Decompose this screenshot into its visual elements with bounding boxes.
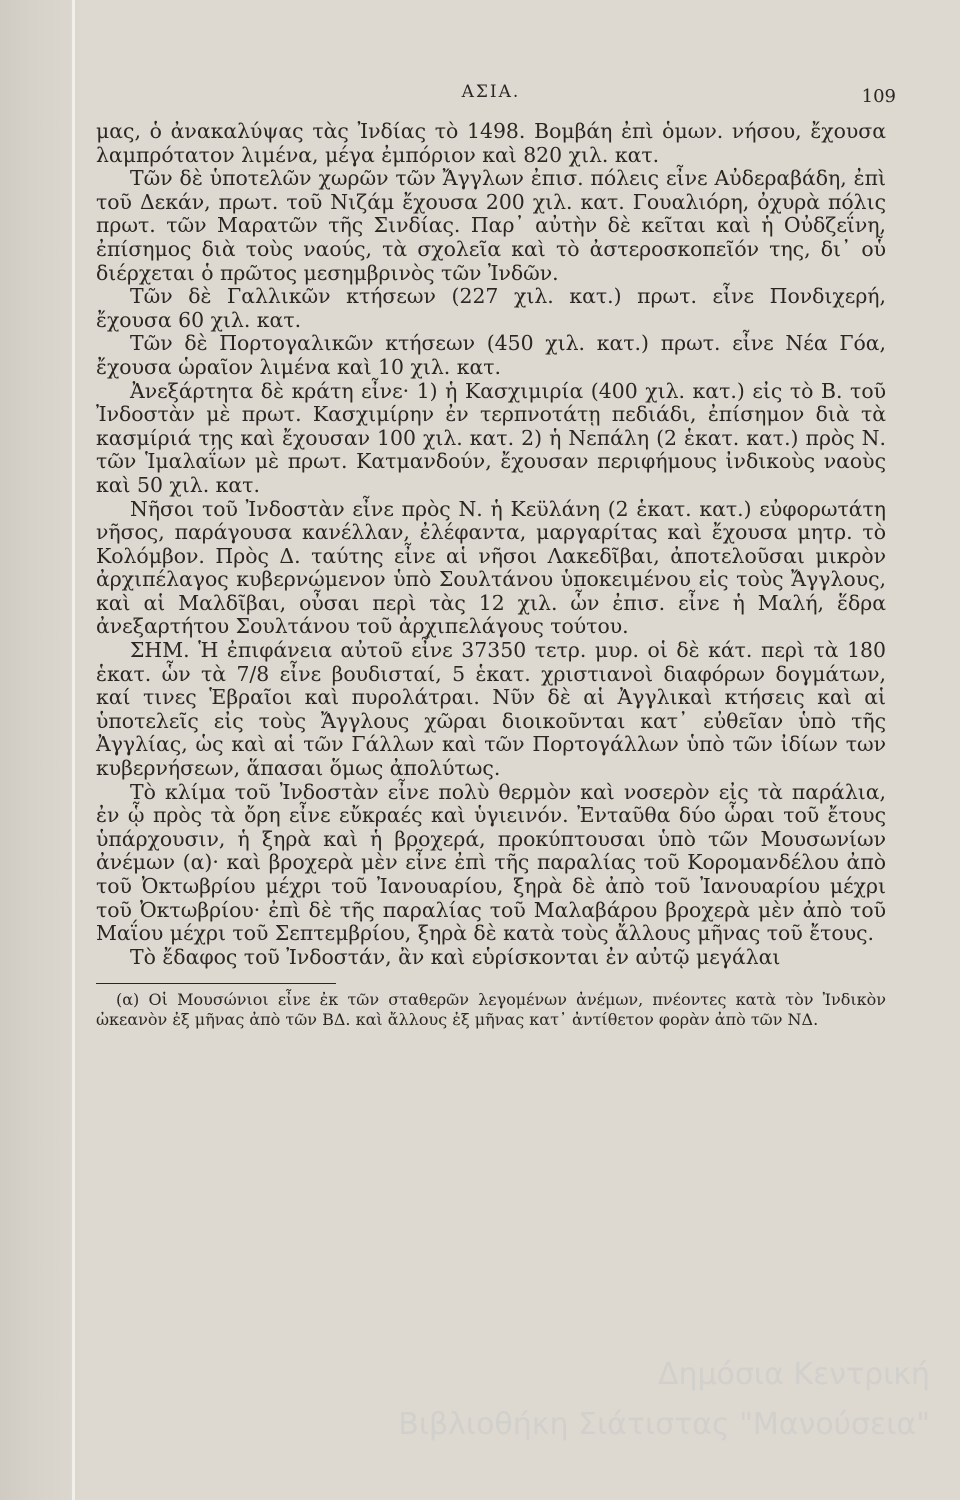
paragraph: Τῶν δὲ Πορτογαλικῶν κτήσεων (450 χιλ. κατ.) πρωτ. εἶνε Νέα Γόα, ἔχουσα ὡραῖον λιμένα καὶ 10 χιλ. κατ. bbox=[96, 331, 886, 379]
book-page bbox=[96, 70, 896, 1410]
note-paragraph: ΣΗΜ. Ἡ ἐπιφάνεια αὐτοῦ εἶνε 37350 τετρ. μυρ. οἱ δὲ κάτ. περὶ τὰ 180 ἑκατ. ὧν τὰ 7/8 εἶνε βουδισταί, 5 ἑκατ. χριστιανοὶ διαφόρων δογμάτων, καί τινες Ἑβραῖοι καὶ πυρολάτραι. Νῦν δὲ αἱ Ἀγγλικαὶ κτήσεις καὶ αἱ ὑποτελεῖς εἰς τοὺς Ἄγγλους χῶραι διοικοῦνται κατ᾽ εὐθεῖαν ὑπὸ τῆς Ἀγγλίας, ὡς καὶ αἱ τῶν Γάλλων καὶ τῶν Πορτογάλλων ὑπὸ τῶν ἰδίων των κυβερνήσεων, ἅπασαι ὅμως ἀπολύτως. bbox=[96, 638, 886, 781]
page-header bbox=[96, 70, 896, 120]
paragraph: Τῶν δὲ ὑποτελῶν χωρῶν τῶν Ἄγγλων ἐπισ. πόλεις εἶνε Αὐδεραβάδη, ἐπὶ τοῦ Δεκάν, πρωτ. τοῦ Νιζάμ ἔχουσα 200 χιλ. κατ. Γουαλιόρη, ὀχυρὰ πόλις πρωτ. τῶν Μαρατῶν τῆς Σινδίας. Παρ᾽ αὐτὴν δὲ κεῖται καὶ ἡ Οὐδζεΐνη, ἐπίσημος διὰ τοὺς ναούς, τὰ σχολεῖα καὶ τὸ ἀστεροσκοπεῖόν της, δι᾽ οὗ διέρχεται ὁ πρῶτος μεσημβρινὸς τῶν Ἰνδῶν. bbox=[96, 166, 886, 285]
watermark-line: Δημόσια Κεντρική bbox=[657, 1357, 930, 1392]
scan-margin bbox=[0, 0, 80, 1500]
body-text bbox=[96, 120, 886, 969]
footnote-text: (α) Οἱ Μουσώνιοι εἶνε ἐκ τῶν σταθερῶν λεγομένων ἀνέμων, πνέοντες κατὰ τὸν Ἰνδικὸν ὠκεανὸν ἐξ μῆνας ἀπὸ τῶν ΒΔ. καὶ ἄλλους ἐξ μῆνας κατ᾽ ἀντίθετον φορὰν ἀπὸ τῶν ΝΔ. bbox=[96, 990, 886, 1030]
paragraph: Νῆσοι τοῦ Ἰνδοστὰν εἶνε πρὸς Ν. ἡ Κεϋλάνη (2 ἑκατ. κατ.) εὐφορωτάτη νῆσος, παράγουσα κανέλλαν, ἐλέφαντα, μαργαρίτας καὶ ἔχουσα μητρ. τὸ Κολόμβον. Πρὸς Δ. ταύτης εἶνε αἱ νῆσοι Λακεδῖβαι, ἀποτελοῦσαι μικρὸν ἀρχιπέλαγος κυβερνώμενον ὑπὸ Σουλτάνου ὑποκειμένου εἰς τοὺς Ἄγγλους, καὶ αἱ Μαλδῖβαι, οὖσαι περὶ τὰς 12 χιλ. ὧν ἐπισ. εἶνε ἡ Μαλή, ἕδρα ἀνεξαρτήτου Σουλτάνου τοῦ ἀρχιπελάγους τούτου. bbox=[96, 496, 886, 639]
paragraph: Τῶν δὲ Γαλλικῶν κτήσεων (227 χιλ. κατ.) πρωτ. εἶνε Πονδιχερή, ἔχουσα 60 χιλ. κατ. bbox=[96, 284, 886, 332]
running-head: ΑΣΙΑ. bbox=[461, 82, 521, 102]
paragraph: Τὸ ἔδαφος τοῦ Ἰνδοστάν, ἂν καὶ εὑρίσκονται ἐν αὐτῷ μεγάλαι bbox=[130, 944, 781, 969]
paragraph: Ἀνεξάρτητα δὲ κράτη εἶνε· 1) ἡ Κασχιμιρία (400 χιλ. κατ.) εἰς τὸ Β. τοῦ Ἰνδοστὰν μὲ πρωτ. Κασχιμίρην ἐν τερπνοτάτῃ πεδιάδι, ἐπίσημον διὰ τὰ κασμίριά της καὶ ἔχουσαν 100 χιλ. κατ. 2) ἡ Νεπάλη (2 ἑκατ. κατ.) πρὸς Ν. τῶν Ἱμαλαΐων μὲ πρωτ. Κατμανδούν, ἔχουσαν περιφήμους ἰνδικοὺς ναοὺς καὶ 50 χιλ. κατ. bbox=[96, 378, 886, 497]
paragraph: μας, ὁ ἀνακαλύψας τὰς Ἰνδίας τὸ 1498. Βομβάη ἐπὶ ὁμων. νήσου, ἔχουσα λαμπρότατον λιμένα, μέγα ἐμπόριον καὶ 820 χιλ. κατ. bbox=[96, 119, 886, 167]
page-fold-line bbox=[72, 0, 75, 1500]
library-watermark bbox=[210, 1350, 930, 1450]
paragraph: Τὸ κλίμα τοῦ Ἰνδοστὰν εἶνε πολὺ θερμὸν καὶ νοσερὸν εἰς τὰ παράλια, ἐν ᾧ πρὸς τὰ ὄρη εἶνε εὔκραές καὶ ὑγιεινόν. Ἐνταῦθα δύο ὧραι τοῦ ἔτους ὑπάρχουσιν, ἡ ξηρὰ καὶ ἡ βροχερά, προκύπτουσαι ὑπὸ τῶν Μουσωνίων ἀνέμων (α)· καὶ βροχερὰ μὲν εἶνε ἐπὶ τῆς παραλίας τοῦ Κορομανδέλου ἀπὸ τοῦ Ὀκτωβρίου μέχρι τοῦ Ἰανουαρίου, ξηρὰ δὲ ἀπὸ τοῦ Ἰανουαρίου μέχρι τοῦ Ὀκτωβρίου· ἐπὶ δὲ τῆς παραλίας τοῦ Μαλαβάρου βροχερὰ μὲν ἀπὸ τοῦ Μαΐου μέχρι τοῦ Σεπτεμβρίου, ξηρὰ δὲ κατὰ τοὺς ἄλλους μῆνας τοῦ ἔτους. bbox=[96, 779, 886, 946]
watermark-line: Βιβλιοθήκη Σιάτιστας "Μανούσεια" bbox=[398, 1407, 930, 1442]
footnote-rule bbox=[96, 983, 336, 984]
page-number: 109 bbox=[861, 86, 896, 107]
footnote bbox=[96, 990, 886, 1030]
